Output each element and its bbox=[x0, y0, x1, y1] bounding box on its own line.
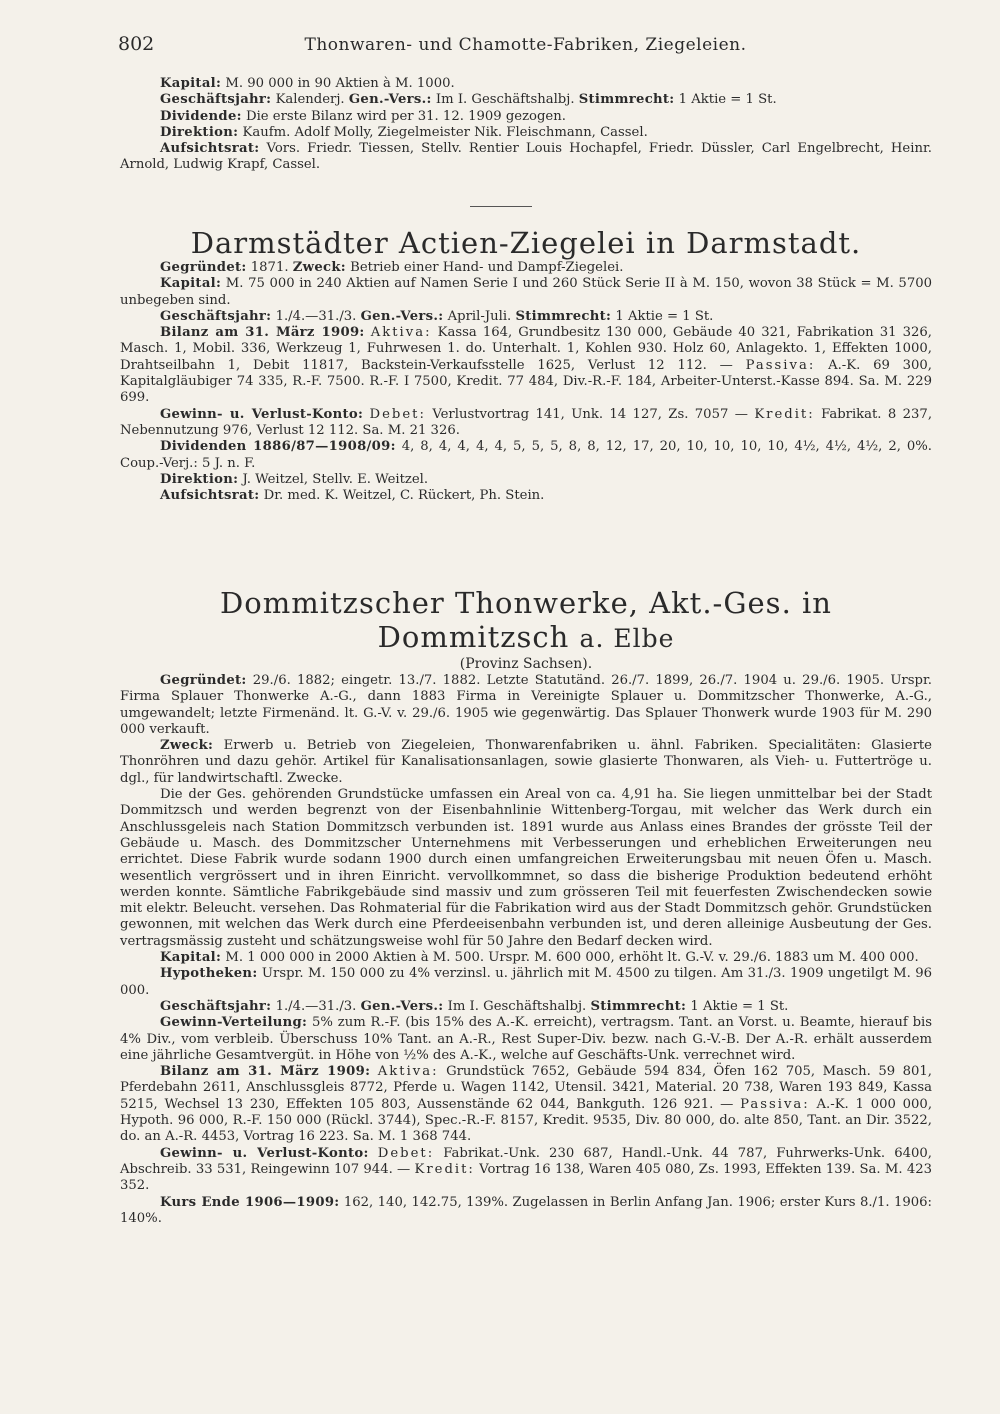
passiva-word: Passiva: bbox=[740, 1096, 810, 1112]
kapital-text: M. 1 000 000 in 2000 Aktien à M. 500. Urspr. M. 600 000, erhöht lt. G.-V. v. 29./6. 1883 um M. 400 000. bbox=[225, 950, 919, 966]
direktion-text: Kaufm. Adolf Molly, Ziegelmeister Nik. Fleischmann, Cassel. bbox=[242, 124, 648, 140]
stimmrecht-label: Stimmrecht: bbox=[578, 92, 675, 108]
debet-text: Fabrikat.-Unk. 230 687, Handl.-Unk. 44 787, Fuhrwerks-Unk. 6400, Abschreib. 33 531, Reingewinn 107 944. — bbox=[120, 1145, 932, 1177]
bilanz-label: Bilanz am 31. März 1909: bbox=[160, 325, 365, 341]
geschaeftsjahr-label: Geschäftsjahr: bbox=[160, 308, 272, 324]
stimmrecht-label: Stimmrecht: bbox=[515, 308, 612, 324]
guv-paragraph bbox=[120, 1146, 932, 1195]
gen-vers-label: Gen.-Vers.: bbox=[360, 998, 444, 1014]
company-entry-darmstadt bbox=[120, 226, 932, 504]
guv-paragraph bbox=[120, 407, 932, 440]
kapital-label: Kapital: bbox=[160, 76, 222, 91]
gegruendet-label: Gegründet: bbox=[160, 673, 247, 688]
gewinn-verteilung-label: Gewinn-Verteilung: bbox=[160, 1015, 308, 1031]
stimmrecht-text: 1 Aktie = 1 St. bbox=[690, 998, 789, 1014]
guv-label: Gewinn- u. Verlust-Konto: bbox=[160, 1145, 369, 1161]
kredit-text: Fabrikat. 8 237, Nebennutzung 976, Verlust 12 112. Sa. M. 21 326. bbox=[120, 406, 933, 438]
aktiva-word: Aktiva: bbox=[370, 325, 432, 341]
zweck-label: Zweck: bbox=[160, 738, 214, 754]
kapital-paragraph bbox=[120, 950, 932, 966]
debet-text: Verlustvortrag 141, Unk. 14 127, Zs. 7057 — bbox=[432, 406, 748, 422]
section-divider bbox=[470, 206, 532, 207]
aktiva-text: Kassa 164, Grundbesitz 130 000, Gebäude 40 321, Fabrikation 31 326, Masch. 1, Mobil. 336, Werkzeug 1, Fuhrwesen 1. do. Unterhalt. 1, Kohlen 930. Holz 60, Anlagekto. 1, Effekten 1000, Drahtseilbahn 1, Debit 11817, Backstein-Verkaufsstelle 1625, Verlust 12 112. — bbox=[120, 325, 932, 373]
passiva-word: Passiva: bbox=[745, 357, 816, 373]
dividenden-text: 4, 8, 4, 4, 4, 4, 5, 5, 5, 8, 8, 12, 17, 20, 10, 10, 10, 10, 4½, 4½, 4½, 2, 0%. Coup.-Verj.: 5 J. n. F. bbox=[120, 439, 932, 471]
kapital-paragraph bbox=[120, 76, 932, 92]
stimmrecht-text: 1 Aktie = 1 St. bbox=[615, 308, 714, 324]
meta-paragraph bbox=[120, 309, 932, 325]
meta-paragraph bbox=[120, 999, 932, 1015]
zweck-text: Erwerb u. Betrieb von Ziegeleien, Thonwarenfabriken u. ähnl. Fabriken. Specialitäten: Glasierte Thonröhren und dazu gehör. Artikel für Kanalisationsanlagen, sowie glasierte Thonwaren, als Vieh- u. Futtertröge u. dgl., für landwirtschaftl. Zwecke. bbox=[120, 738, 932, 786]
stimmrecht-text: 1 Aktie = 1 St. bbox=[678, 92, 777, 108]
debet-word: Debet: bbox=[369, 406, 426, 422]
gegruendet-paragraph bbox=[120, 673, 932, 738]
kredit-text: Vortrag 16 138, Waren 405 080, Zs. 1993, Effekten 139. Sa. M. 423 352. bbox=[120, 1161, 932, 1194]
dividende-text: Die erste Bilanz wird per 31. 12. 1909 gezogen. bbox=[246, 108, 566, 124]
kredit-word: Kredit: bbox=[754, 406, 815, 422]
hypotheken-text: Urspr. M. 150 000 zu 4% verzinsl. u. jährlich mit M. 4500 zu tilgen. Am 31./3. 1909 ungetilgt M. 96 000. bbox=[120, 966, 932, 998]
entry-continuation bbox=[120, 76, 932, 174]
passiva-text: A.-K. 69 300, Kapitalgläubiger 74 335, R.-F. 7500. R.-F. I 7500, Kredit. 77 484, Div.-R.-F. 184, Arbeiter-Unterst.-Kasse 894. Sa. M. 229 699. bbox=[120, 357, 932, 406]
page-number: 802 bbox=[118, 33, 155, 55]
gegruendet-paragraph bbox=[120, 260, 932, 276]
company-title bbox=[120, 586, 932, 656]
page-header bbox=[118, 33, 933, 61]
description-paragraph: Die der Ges. gehörenden Grundstücke umfassen ein Areal von ca. 4,91 ha. Sie liegen unmittelbar bei der Stadt Dommitzsch und werden begrenzt von der Eisenbahnlinie Wittenberg-Torgau, mit welcher das Werk durch ein Anschlussgeleis nach Station Dommitzsch verbunden ist. 1891 wurde aus Anlass eines Brandes der grösste Teil der Gebäude u. Masch. des Dommitzscher Unternehmens mit Verbesserungen und erheblichen Erweiterungen neu errichtet. Diese Fabrik wurde sodann 1900 durch einen umfangreichen Erweiterungsbau mit neuen Öfen u. Masch. wesentlich vergrössert und in ihren Einricht. vervollkommnet, so dass die bisherige Produktion bedeutend erhöht werden konnte. Sämtliche Fabrikgebäude sind massiv und zum grösseren Teil mit feuerfesten Zwischendecken sowie mit elektr. Beleucht. versehen. Das Rohmaterial für die Fabrikation wird aus der Stadt Dommitzsch gehör. Grundstücken gewonnen, mit welchen das Werk durch eine Pferdeeisenbahn verbunden ist, und deren alleinige Ausbeutung der Ges. vertragsmässig zusteht und schätzungsweise wohl für 50 Jahre den Bedarf decken wird. bbox=[120, 787, 932, 949]
kapital-text: M. 90 000 in 90 Aktien à M. 1000. bbox=[225, 76, 455, 91]
geschaeftsjahr-text: Kalenderj. bbox=[275, 92, 345, 108]
company-title-main: Dommitzscher Thonwerke, Akt.-Ges. in Dommitzsch bbox=[220, 586, 832, 654]
hypotheken-label: Hypotheken: bbox=[160, 966, 258, 982]
kurs-text: 162, 140, 142.75, 139%. Zugelassen in Berlin Anfang Jan. 1906; erster Kurs 8./1. 1906: 140%. bbox=[120, 1194, 932, 1226]
zweck-text: Betrieb einer Hand- und Dampf-Ziegelei. bbox=[350, 260, 624, 275]
gewinn-verteilung-paragraph bbox=[120, 1015, 932, 1064]
kapital-label: Kapital: bbox=[160, 950, 222, 966]
dividende-paragraph bbox=[120, 109, 932, 125]
company-title: Darmstädter Actien-Ziegelei in Darmstadt. bbox=[190, 226, 862, 260]
gen-vers-text: April-Juli. bbox=[447, 308, 512, 324]
dividenden-label: Dividenden 1886/87—1908/09: bbox=[160, 439, 396, 455]
company-title-suffix: a. Elbe bbox=[579, 624, 675, 653]
gegruendet-label: Gegründet: bbox=[160, 260, 247, 275]
gen-vers-label: Gen.-Vers.: bbox=[360, 308, 444, 324]
kurs-label: Kurs Ende 1906—1909: bbox=[160, 1194, 340, 1210]
kapital-paragraph bbox=[120, 276, 932, 309]
geschaeftsjahr-text: 1./4.—31./3. bbox=[275, 998, 357, 1014]
direktion-label: Direktion: bbox=[160, 471, 239, 487]
bilanz-paragraph bbox=[120, 325, 932, 406]
aufsichtsrat-text: Vors. Friedr. Tiessen, Stellv. Rentier Louis Hochapfel, Friedr. Düssler, Carl Engelbrecht, Heinr. Arnold, Ludwig Krapf, Cassel. bbox=[120, 141, 932, 173]
aufsichtsrat-paragraph bbox=[120, 488, 932, 504]
gen-vers-text: Im I. Geschäftshalbj. bbox=[435, 92, 575, 108]
gen-vers-text: Im I. Geschäftshalbj. bbox=[447, 998, 587, 1014]
kredit-word: Kredit: bbox=[414, 1161, 475, 1177]
dividende-label: Dividende: bbox=[160, 108, 242, 124]
gegruendet-text: 1871. bbox=[250, 260, 289, 275]
geschaeftsjahr-text: 1./4.—31./3. bbox=[275, 308, 357, 324]
stimmrecht-label: Stimmrecht: bbox=[590, 998, 687, 1014]
aufsichtsrat-label: Aufsichtsrat: bbox=[160, 141, 260, 157]
zweck-paragraph bbox=[120, 738, 932, 787]
kapital-label: Kapital: bbox=[160, 276, 222, 292]
passiva-text: A.-K. 1 000 000, Hypoth. 96 000, R.-F. 150 000 (Rückl. 3744), Spec.-R.-F. 8157, Kredit. 9535, Div. 80 000, do. alte 850, Tant. an Dir. 3522, do. an A.-R. 4453, Vortrag 16 223. Sa. M. 1 368 744. bbox=[120, 1096, 933, 1145]
aufsichtsrat-label: Aufsichtsrat: bbox=[160, 488, 260, 504]
hypotheken-paragraph bbox=[120, 966, 932, 999]
zweck-label: Zweck: bbox=[292, 260, 346, 275]
aktiva-text: Grundstück 7652, Gebäude 594 834, Öfen 162 705, Masch. 59 801, Pferdebahn 2611, Anschlussgleis 8772, Pferde u. Wagen 1142, Utensil. 3421, Material. 20 738, Waren 193 849, Kassa 5215, Wechsel 13 230, Effekten 105 803, Aussenstände 62 044, Bankguth. 126 921. — bbox=[120, 1064, 932, 1112]
company-entry-dommitzsch bbox=[120, 586, 932, 1227]
kapital-text: M. 75 000 in 240 Aktien auf Namen Serie I und 260 Stück Serie II à M. 150, wovon 38 Stück = M. 5700 unbegeben sind. bbox=[120, 276, 932, 308]
direktion-label: Direktion: bbox=[160, 124, 239, 140]
aktiva-word: Aktiva: bbox=[377, 1064, 439, 1080]
guv-label: Gewinn- u. Verlust-Konto: bbox=[160, 406, 364, 422]
aufsichtsrat-text: Dr. med. K. Weitzel, C. Rückert, Ph. Stein. bbox=[263, 488, 545, 504]
gegruendet-text: 29./6. 1882; eingetr. 13./7. 1882. Letzte Statutänd. 26./7. 1899, 26./7. 1904 u. 29./6. 1905. Urspr. Firma Splauer Thonwerke A.-G., dann 1883 Firma in Vereinigte Splauer u. Dommitzscher Thonwerke, A.-G., umgewandelt; letzte Firmenänd. lt. G.-V. v. 29./6. 1905 wie gegenwärtig. Das Splauer Thonwerk wurde 1903 für M. 290 000 verkauft. bbox=[120, 673, 932, 737]
gewinn-verteilung-text: 5% zum R.-F. (bis 15% des A.-K. erreicht), vertragsm. Tant. an Vorst. u. Beamte, hierauf bis 4% Div., vom verbleib. Überschuss 10% Tant. an A.-R., Rest Super-Div. bezw. nach G.-V.-B. Der A.-R. erhält ausserdem eine jährliche Gesamtvergüt. in Höhe von ½% des A.-K., welche auf Geschäfts-Unk. verrechnet wird. bbox=[120, 1015, 932, 1063]
direktion-paragraph bbox=[120, 472, 932, 488]
bilanz-label: Bilanz am 31. März 1909: bbox=[160, 1064, 371, 1080]
aufsichtsrat-paragraph bbox=[120, 141, 932, 174]
direktion-paragraph bbox=[120, 125, 932, 141]
debet-word: Debet: bbox=[377, 1145, 435, 1161]
company-subtitle: (Provinz Sachsen). bbox=[459, 656, 593, 672]
gen-vers-label: Gen.-Vers.: bbox=[348, 92, 432, 108]
meta-paragraph bbox=[120, 92, 932, 108]
geschaeftsjahr-label: Geschäftsjahr: bbox=[160, 92, 272, 108]
dividenden-paragraph bbox=[120, 439, 932, 472]
direktion-text: J. Weitzel, Stellv. E. Weitzel. bbox=[242, 471, 429, 487]
kurs-paragraph bbox=[120, 1195, 932, 1228]
bilanz-paragraph bbox=[120, 1064, 932, 1145]
geschaeftsjahr-label: Geschäftsjahr: bbox=[160, 998, 272, 1014]
running-title: Thonwaren- und Chamotte-Fabriken, Ziegeleien. bbox=[304, 35, 747, 55]
